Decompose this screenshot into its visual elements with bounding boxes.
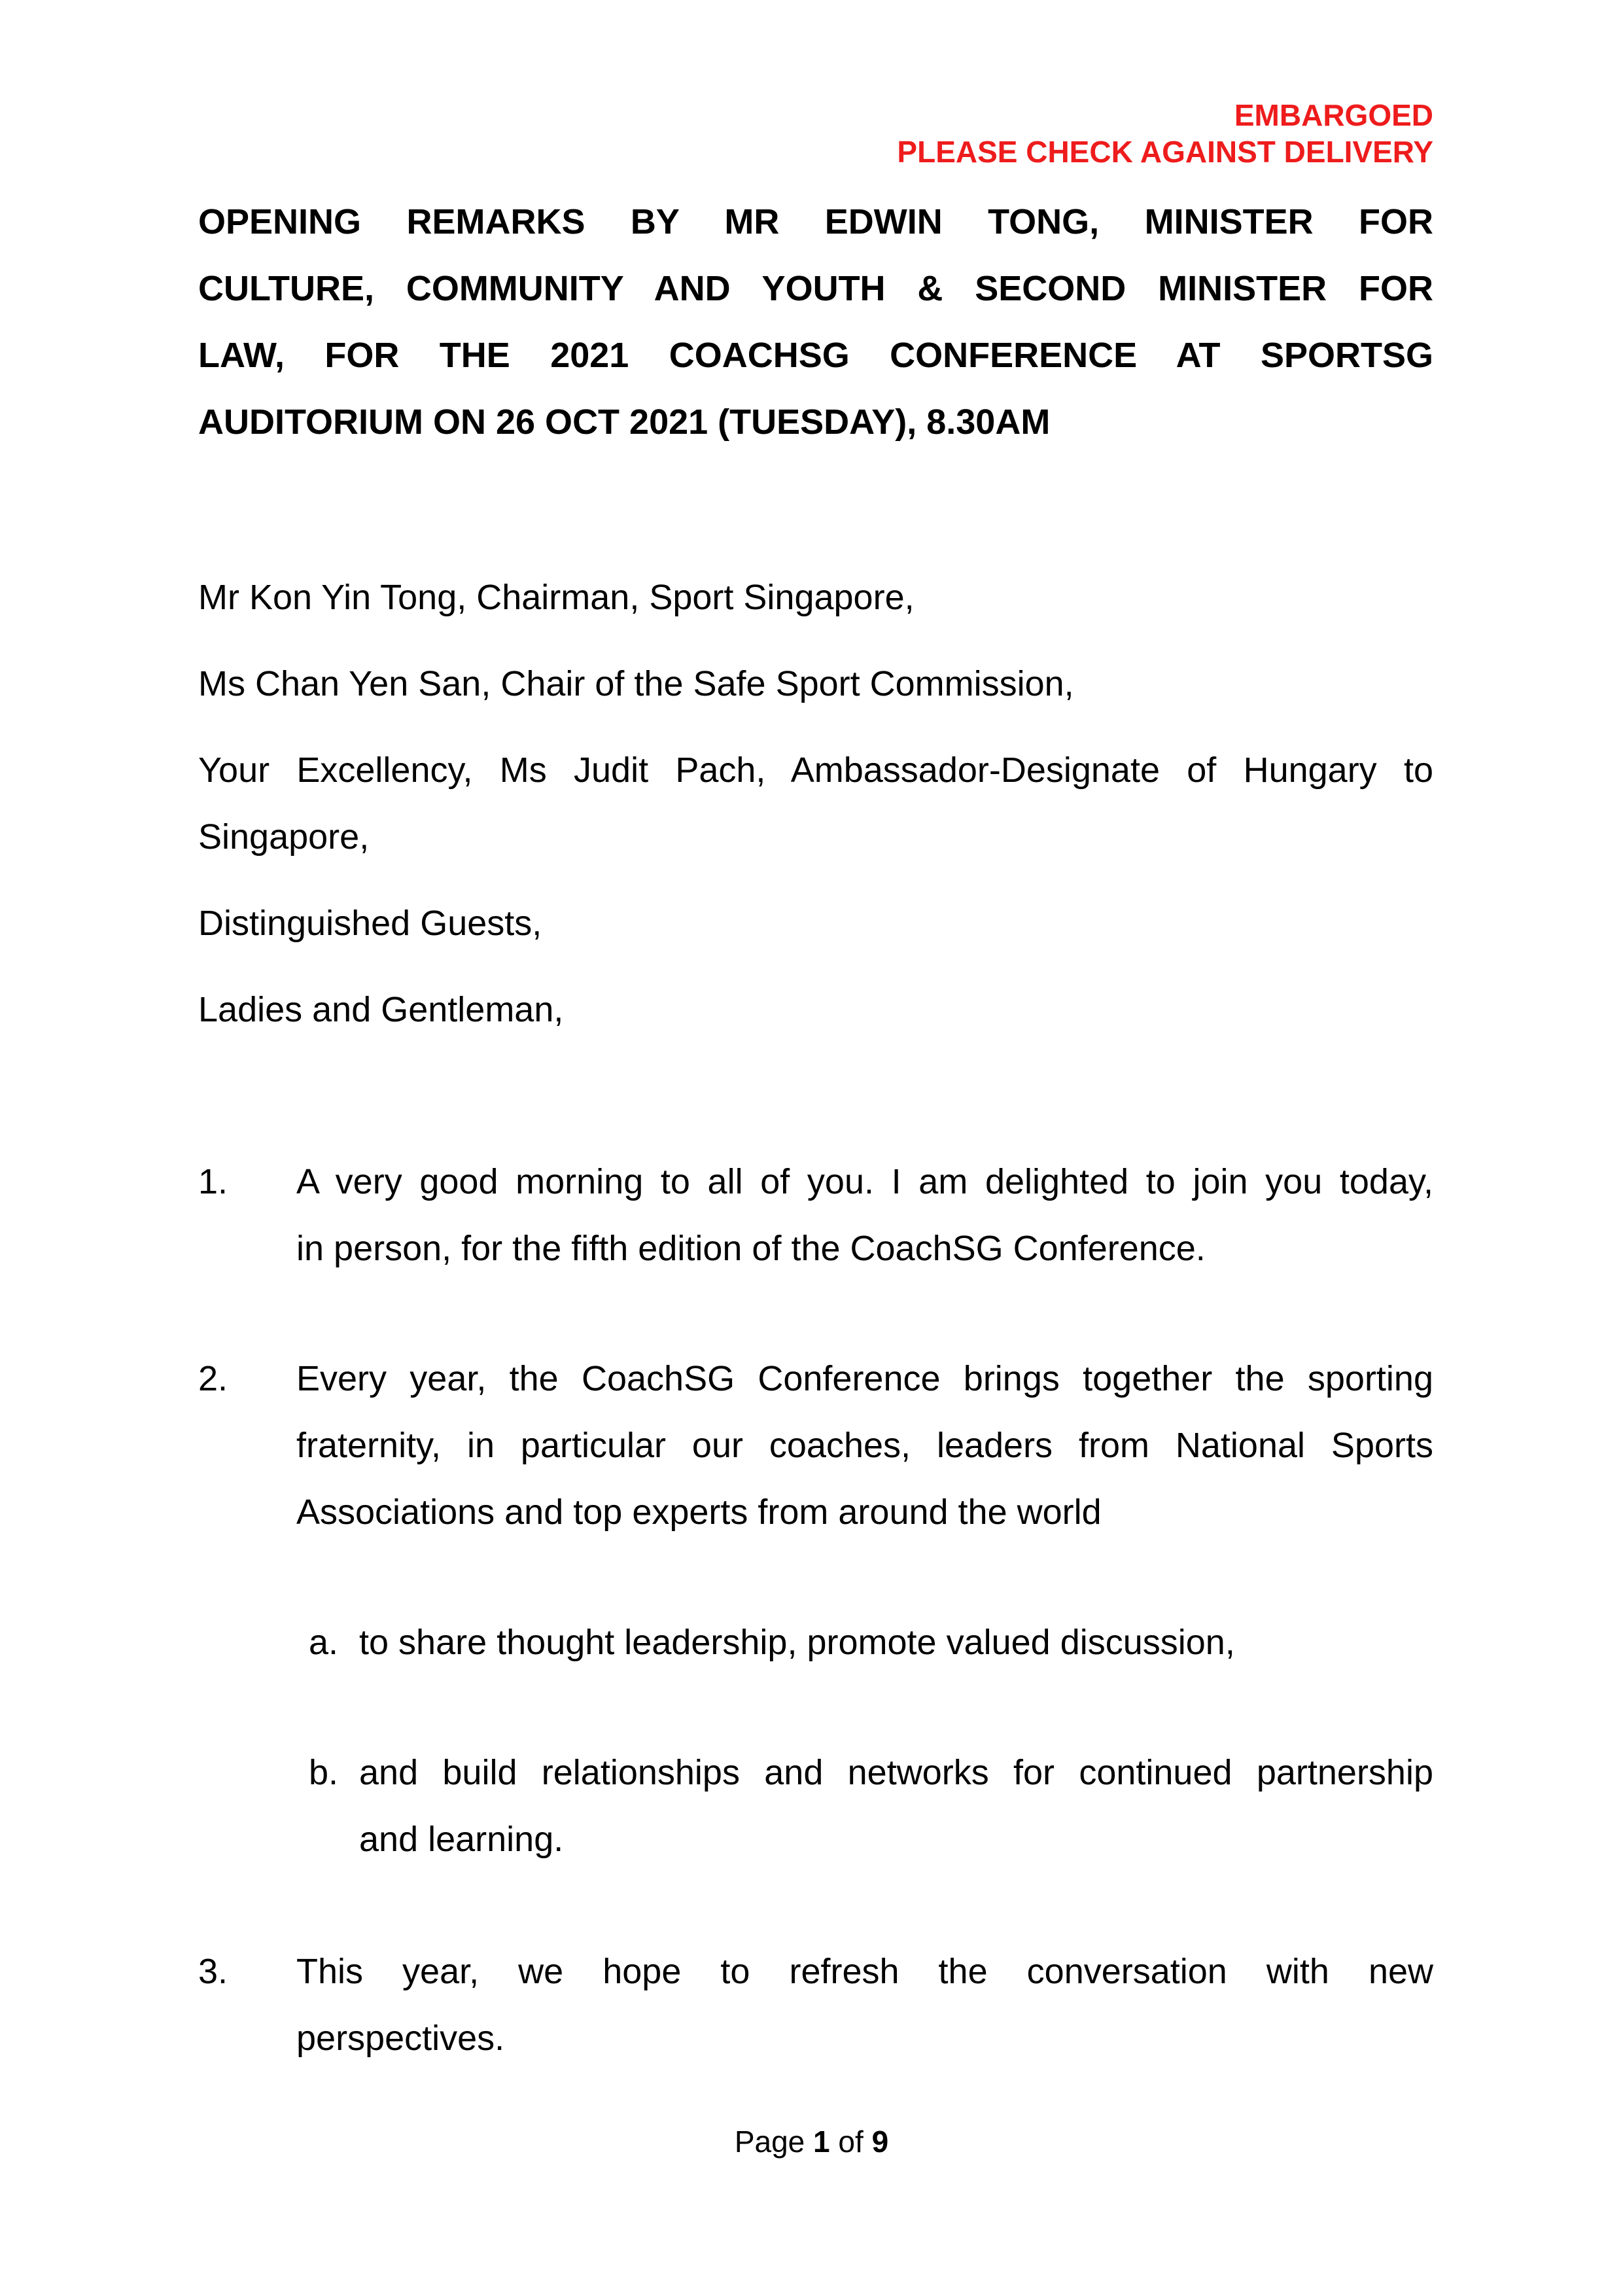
- paragraph-line: in person, for the fifth edition of the CoachSG Conference.: [296, 1229, 1206, 1268]
- salutation-ambassador-cont: Singapore,: [198, 817, 370, 857]
- subitem-line: to share thought leadership, promote valued discussion,: [359, 1623, 1235, 1662]
- title-line: CULTURE, COMMUNITY AND YOUTH & SECOND MINISTER FOR: [198, 269, 1433, 308]
- embargo-label: EMBARGOED: [1234, 98, 1433, 132]
- subitem-body: [359, 1739, 1433, 1873]
- subitem-line: and build relationships and networks for continued partnership: [359, 1753, 1433, 1792]
- paragraph-number: 3.: [198, 1952, 228, 1991]
- paragraph-line: Associations and top experts from around the world: [296, 1492, 1102, 1532]
- salutation-ladies-gentleman: Ladies and Gentleman,: [198, 990, 564, 1029]
- salutation-ambassador: Your Excellency, Ms Judit Pach, Ambassador-Designate of Hungary to: [198, 751, 1433, 790]
- paragraph-line: fraternity, in particular our coaches, leaders from National Sports: [296, 1426, 1433, 1465]
- subitem-letter: a.: [309, 1623, 339, 1662]
- salutation-chair-safe-sport: Ms Chan Yen San, Chair of the Safe Sport Commission,: [198, 664, 1074, 703]
- title-line: OPENING REMARKS BY MR EDWIN TONG, MINISTER FOR: [198, 202, 1433, 241]
- total-pages: 9: [871, 2125, 889, 2159]
- title-line: LAW, FOR THE 2021 COACHSG CONFERENCE AT SPORTSG: [198, 336, 1433, 375]
- paragraph-number: 2.: [198, 1359, 228, 1398]
- title-line: AUDITORIUM ON 26 OCT 2021 (TUESDAY), 8.30AM: [198, 402, 1051, 442]
- paragraph-line: A very good morning to all of you. I am delighted to join you today,: [296, 1162, 1433, 1201]
- paragraph-body: [296, 1345, 1433, 1545]
- subitem-letter: b.: [309, 1753, 339, 1792]
- paragraph-line: Every year, the CoachSG Conference brings together the sporting: [296, 1359, 1433, 1398]
- subitem-body: [359, 1609, 1433, 1676]
- document-title: [198, 188, 1433, 455]
- of-label: of: [838, 2125, 864, 2159]
- subitem-line: and learning.: [359, 1820, 564, 1859]
- check-delivery-label: PLEASE CHECK AGAINST DELIVERY: [897, 135, 1433, 169]
- page-label: Page: [734, 2125, 805, 2159]
- paragraph-number: 1.: [198, 1162, 228, 1201]
- paragraph-body: [296, 1938, 1433, 2072]
- embargo-notice: [897, 97, 1433, 170]
- salutation-chairman: Mr Kon Yin Tong, Chairman, Sport Singapore,: [198, 578, 915, 617]
- paragraph-line: This year, we hope to refresh the conversation with new: [296, 1952, 1433, 1991]
- paragraph-body: [296, 1148, 1433, 1282]
- paragraph-line: perspectives.: [296, 2019, 505, 2058]
- page-footer: [0, 2123, 1623, 2160]
- salutation-guests: Distinguished Guests,: [198, 904, 542, 943]
- page-number: 1: [813, 2125, 830, 2159]
